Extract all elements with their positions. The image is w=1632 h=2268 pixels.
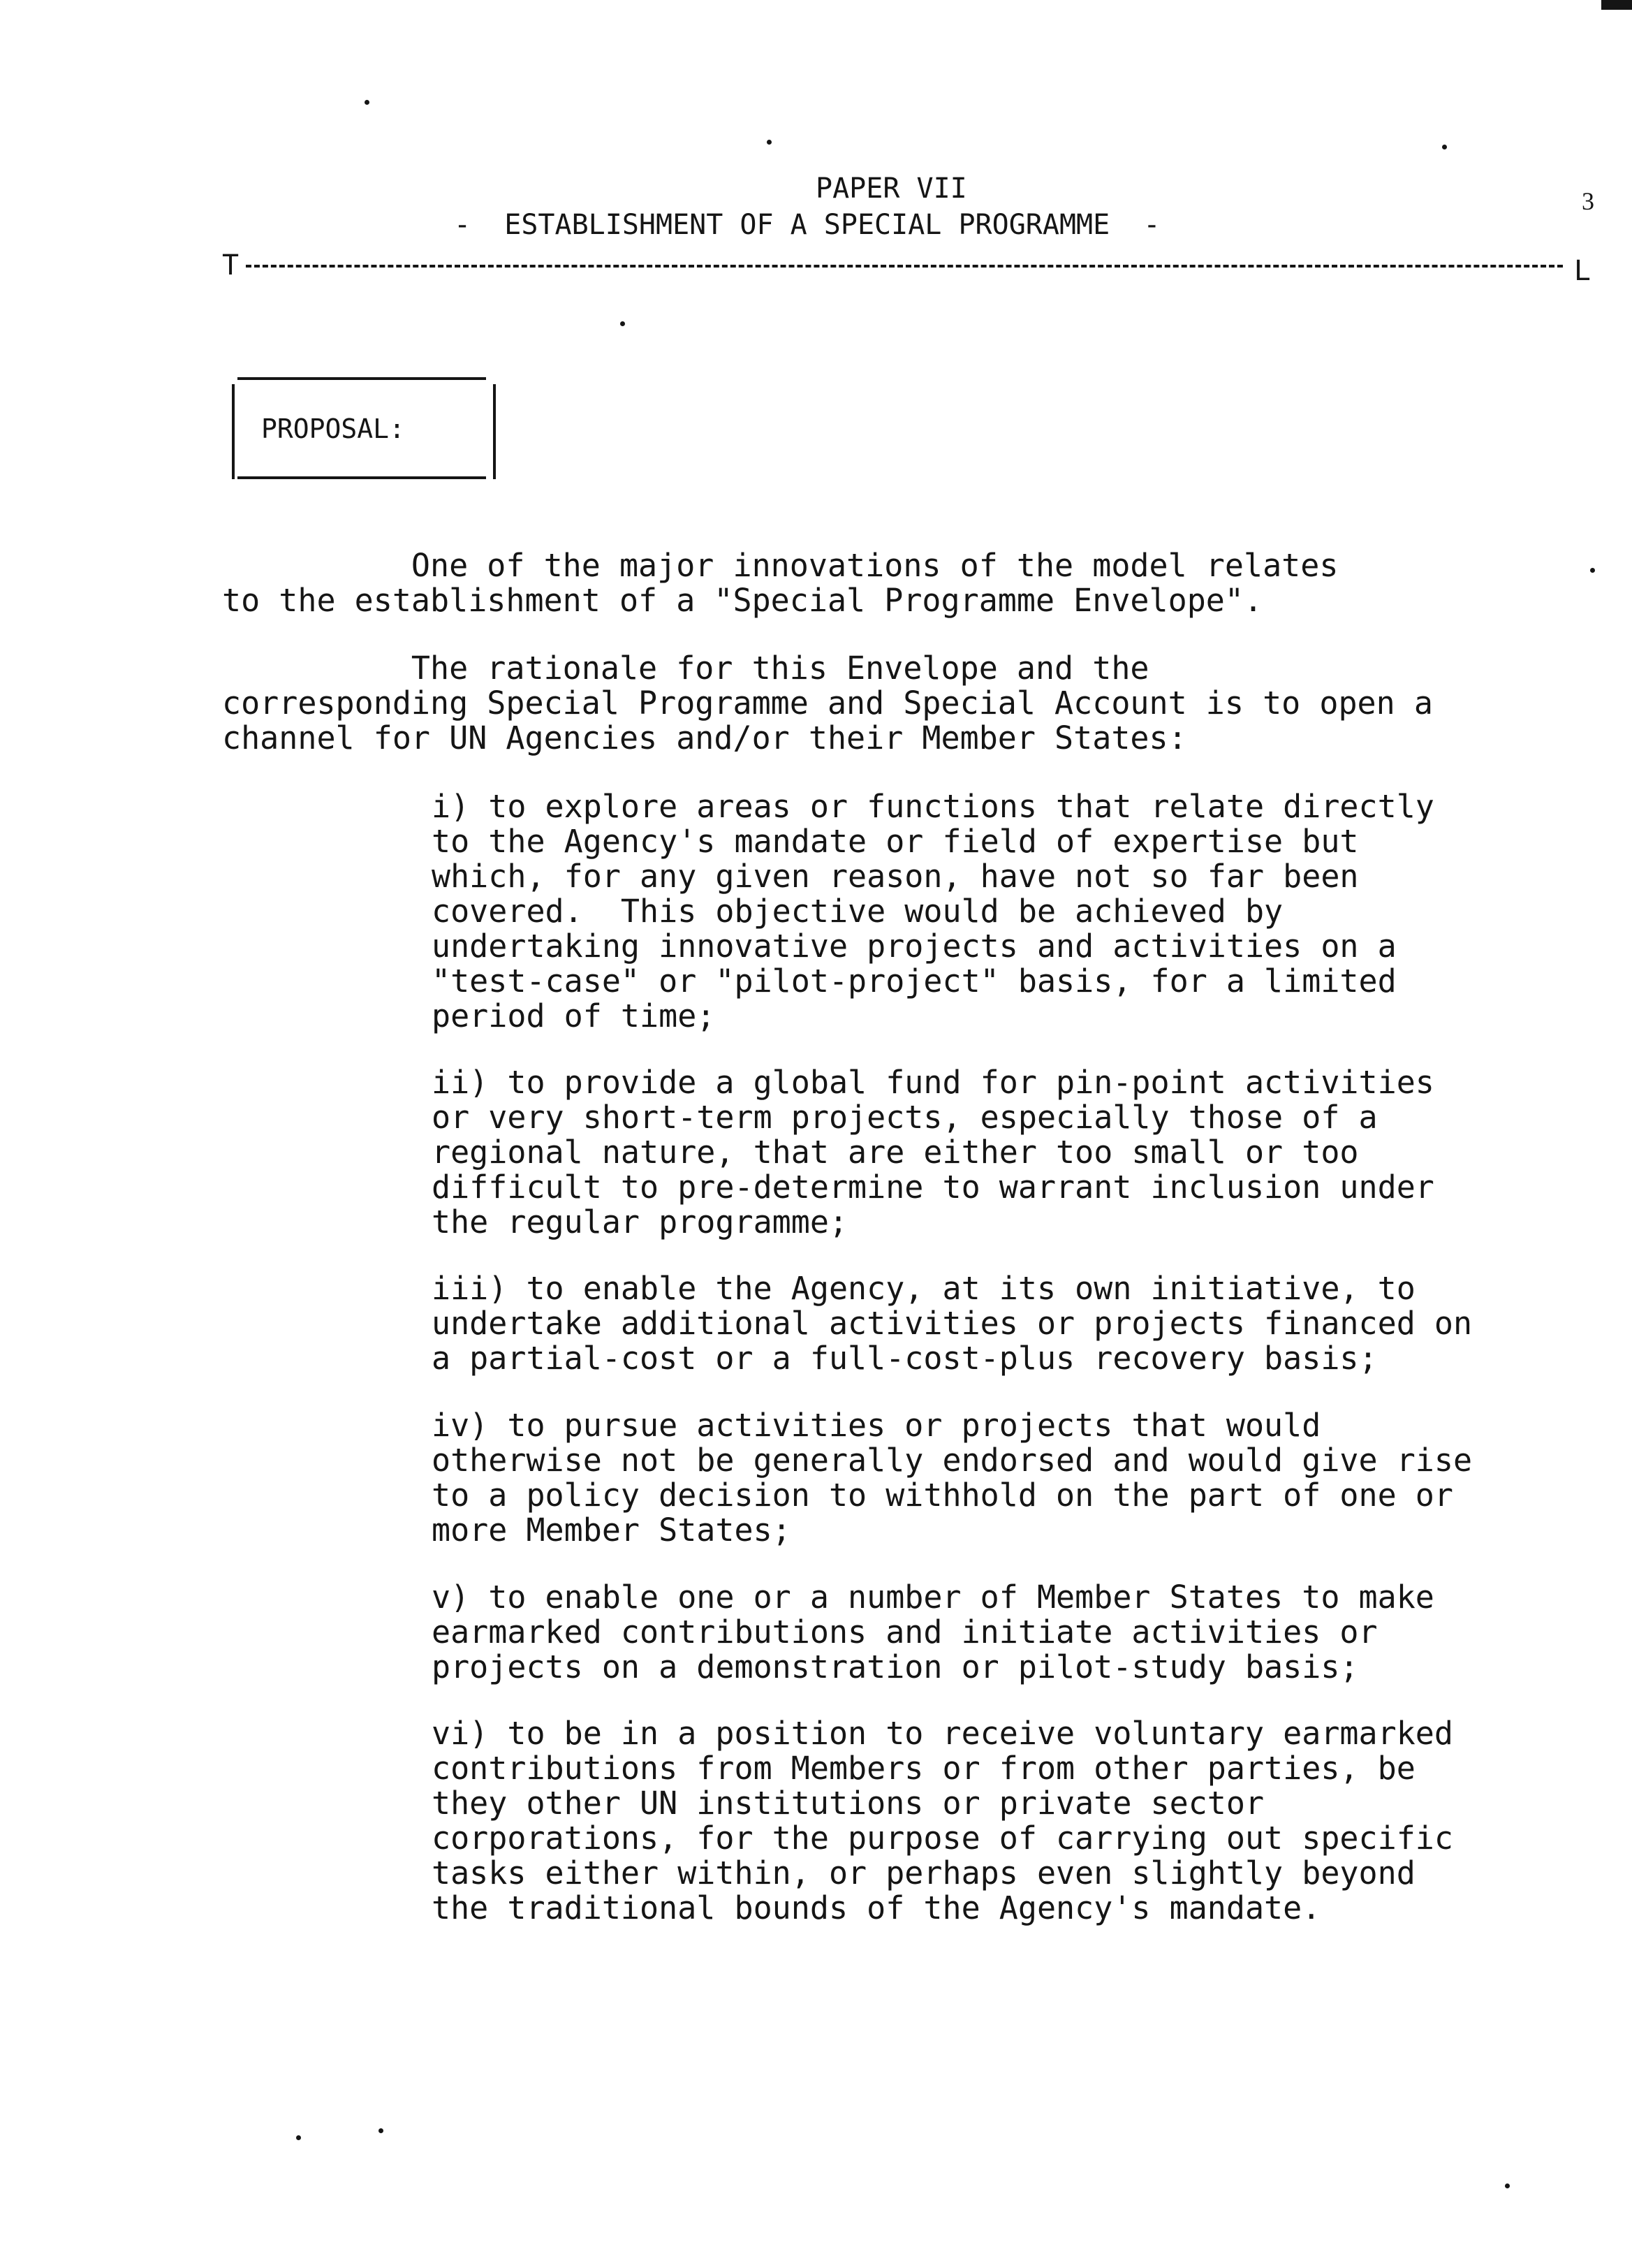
scan-speck <box>620 321 625 326</box>
proposal-label: PROPOSAL: <box>261 414 405 444</box>
box-top-border <box>237 377 486 380</box>
scan-speck <box>365 100 369 105</box>
paragraph-innovation: One of the major innovations of the model relates to the establishment of a "Special Programme Envelope". <box>222 547 1339 619</box>
rule-start-marker: T <box>222 249 240 281</box>
list-item-iii: iii) to enable the Agency, at its own initiative, to undertake additional activities or projects financed on a partial-cost or a full-cost-plus recovery basis; <box>432 1270 1473 1377</box>
list-item-i: i) to explore areas or functions that relate directly to the Agency's mandate or field of expertise but which, for any given reason, have not so far been covered. This objective would be achieved by undertaking innovative projects and activities on a "test-case" or "pilot-project" basis, for a limited period of time; <box>432 788 1434 1034</box>
box-bottom-border <box>237 476 486 479</box>
box-right-border <box>493 384 496 479</box>
scan-speck <box>1505 2183 1510 2188</box>
list-item-iv: iv) to pursue activities or projects that would otherwise not be generally endorsed and would give rise to a policy decision to withhold on the part of one or more Member States; <box>432 1407 1473 1549</box>
scan-edge-mark <box>1601 0 1632 10</box>
paper-title: PAPER VII <box>816 173 967 205</box>
proposal-box <box>232 377 496 479</box>
paragraph-rationale: The rationale for this Envelope and the corresponding Special Programme and Special Account is to open a channel for UN Agencies and/or their Member States: <box>222 650 1433 756</box>
scan-speck <box>296 2135 301 2140</box>
rule-end-marker: L <box>1573 255 1591 287</box>
scan-speck <box>1590 568 1595 573</box>
dashed-divider <box>246 265 1563 268</box>
scan-speck <box>378 2128 383 2133</box>
list-item-v: v) to enable one or a number of Member States to make earmarked contributions and initiate activities or projects on a demonstration or pilot-study basis; <box>432 1579 1434 1685</box>
box-left-border <box>232 384 235 479</box>
list-item-ii: ii) to provide a global fund for pin-point activities or very short-term projects, especially those of a regional nature, that are either too small or too difficult to pre-determine to warrant inclusion under the regular programme; <box>432 1064 1434 1241</box>
page-number: 3 <box>1582 187 1594 215</box>
scan-speck <box>1442 145 1447 149</box>
header-rule <box>222 249 1591 287</box>
scan-speck <box>767 140 772 145</box>
paper-subtitle: - ESTABLISHMENT OF A SPECIAL PROGRAMME - <box>454 209 1161 241</box>
list-item-vi: vi) to be in a position to receive voluntary earmarked contributions from Members or from other parties, be they other UN institutions or private sector corporations, for the purpose of carrying out specific tasks either within, or perhaps even slightly beyond the traditional bounds of the Agency's mandate. <box>432 1715 1453 1926</box>
